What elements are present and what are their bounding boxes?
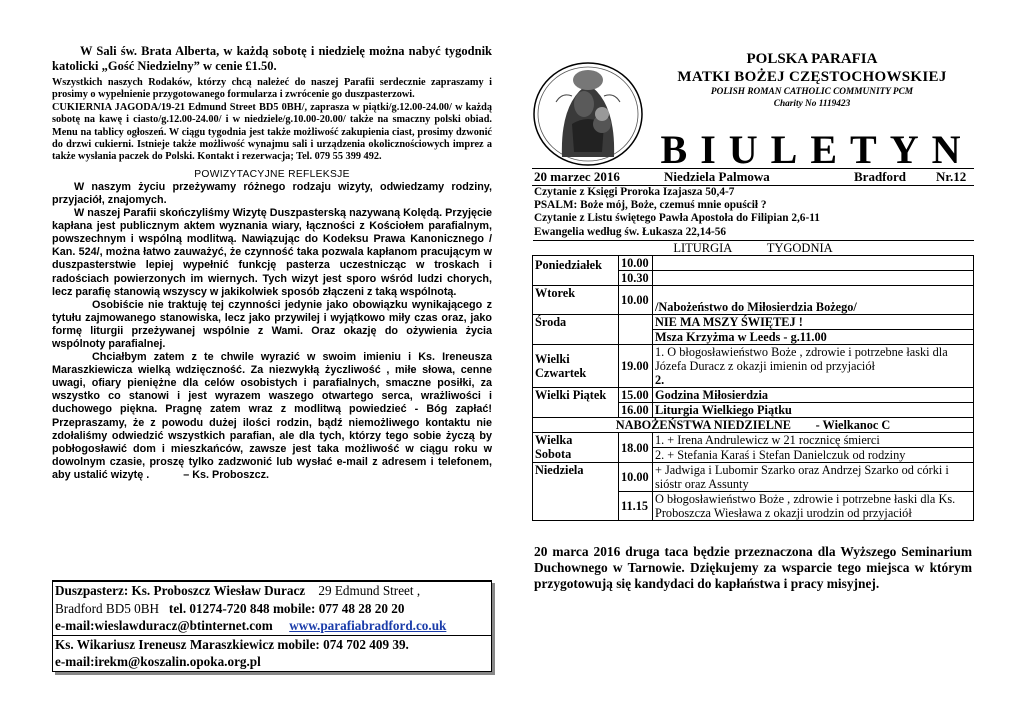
saturday-intention-1: 1. + Irena Andrulewicz w 21 rocznicę śmierci	[653, 433, 974, 448]
time-sunday-2: 11.15	[619, 492, 653, 521]
table-row	[533, 256, 974, 271]
reading-2: Czytanie z Listu świętego Pawła Apostoła do Filipian 2,6-11	[534, 212, 820, 225]
time-tuesday: 10.00	[619, 286, 653, 315]
parish-city: Bradford BD5 0BH	[55, 600, 160, 616]
sunday-services-heading: NABOŻEŃSTWA NIEDZIELNE	[615, 418, 791, 432]
left-column	[52, 44, 492, 482]
time-monday-1: 10.00	[619, 256, 653, 271]
day-tuesday: Wtorek	[533, 286, 619, 315]
parish-name-line-2: MATKI BOŻEJ CZĘSTOCHOWSKIEJ	[677, 69, 947, 85]
sunday-intention-1: + Jadwiga i Lubomir Szarko oraz Andrzej Szarko od córki i sióstr oraz Assunty	[653, 463, 974, 492]
pastor-phones: tel. 01274-720 848 mobile: 077 48 28 20 20	[168, 600, 405, 616]
right-column	[532, 44, 974, 684]
parish-street: 29 Edmund Street ,	[318, 583, 421, 598]
contact-box	[52, 580, 492, 672]
vicar-line: Ks. Wikariusz Ireneusz Maraszkiewicz mobile: 074 702 409 39.	[53, 635, 491, 654]
liturgy-heading: LITURGIA	[673, 241, 733, 255]
readings-list	[534, 186, 974, 239]
holy-thursday-word-2: Czwartek	[535, 366, 587, 380]
thursday-intention-1: 1. O błogosławieństwo Boże , zdrowie i potrzebne łaski dla Józefa Duracz z okazji imienin od przyjaciół	[655, 345, 948, 373]
tuesday-intention: /Nabożeństwo do Miłosierdzia Bożego/	[653, 286, 974, 315]
thursday-intentions	[653, 345, 974, 388]
liturgy-heading-row	[533, 241, 974, 256]
easter-heading: - Wielkanoc C	[815, 418, 891, 432]
cukiernia-notice: CUKIERNIA JAGODA/19-21 Edmund Street BD5 0BH/, zaprasza w piątki/g.12.00-24.00/ w każdą sobotę na kawę i ciasto/g.12.00-24.00/ i w niedziele/g.10.00-20.00/ także na smaczny polski obiad. Menu na tablicy ogłoszeń. W ciągu tygodnia jest także możliwość zakupienia ciast, prosimy dzwonić do drzwi cukierni. Istnieje także możliwość wynajmu sali i urządzenia okolicznościowych imprez a także wysłania paczek do Polski. Kontakt i rezerwacja; Tel. 079 55 399 492.	[52, 101, 492, 163]
thursday-intention-2: 2.	[655, 373, 665, 387]
date-bar	[532, 168, 974, 186]
charity-number: Charity No 1119423	[773, 99, 851, 109]
address-phone-line	[53, 600, 491, 618]
reading-psalm: PSALM: Boże mój, Boże, czemuś mnie opuścił ?	[534, 199, 767, 212]
time-sunday-1: 10.00	[619, 463, 653, 492]
time-saturday: 18.00	[619, 433, 653, 463]
holy-saturday-word-1: Wielka	[535, 433, 573, 447]
liturgical-day: Niedziela Palmowa	[664, 169, 770, 184]
reading-gospel: Ewangelia według św. Łukasza 22,14-56	[534, 225, 727, 238]
liturgy-table	[532, 240, 974, 521]
bulletin-title: BIULETYN	[660, 127, 974, 172]
parish-name-line-1: POLSKA PARAFIA	[746, 51, 878, 67]
reflections-paragraph-4-text: Chciałbym zatem z te chwile wyrazić w swoim imieniu i Ks. Ireneusza Maraszkiewicza wielką wdzięczność. Za niezwykłą życzliwość , miłe słowa, cenne uwagi, ofiary pieniężne dla celów osobistych i parafialnych, smaczne posiłki, za wszystko co stanowi i jest wyrazem waszego otwartego serca, wrażliwości i duchowego piękna. Pragnę zatem wraz z modlitwą powiedzieć - Bóg zapłać! Przepraszamy, że z powodu dużej ilości rodzin, bądź niemożliwego kontaktu nie zdołaliśmy odwiedzić wszystkich parafian, ale dla tych, którzy tego sobie życzą by pobłogosławić dom i mieszkańców, zawsze jest taka możliwość w ciągu roku w dowolnym czasie, proszę tylko zadzwonić lub wysłać e-mail z adresem i telefonem, aby ustalić wizytę .	[52, 351, 492, 481]
time-friday-2: 16.00	[619, 403, 653, 418]
holy-thursday-word-1: Wielki	[535, 352, 570, 366]
day-sunday: Niedziela	[533, 463, 619, 521]
day-holy-thursday	[533, 345, 619, 388]
gosc-niedzielny-notice: W Sali św. Brata Alberta, w każdą sobotę i niedzielę można nabyć tygodnik katolicki „Gość Niedzielny” w cenie £1.50.	[52, 44, 492, 73]
sunday-intention-2: O błogosławieństwo Boże , zdrowie i potrzebne łaski dla Ks. Proboszcza Wiesława z okazji urodzin od przyjaciół	[653, 492, 974, 521]
bulletin-date: 20 marzec 2016	[534, 169, 620, 184]
week-heading: TYGODNIA	[766, 241, 833, 255]
reflections-paragraph-1: W naszym życiu przeżywamy różnego rodzaju wizyty, odwiedzamy rodziny, przyjaciół, znajomych.	[52, 180, 492, 206]
reflections-signature: – Ks. Proboszcz.	[183, 468, 270, 481]
collection-note: 20 marca 2016 druga taca będzie przeznaczona dla Wyższego Seminarium Duchownego w Tarnowie. Dziękujemy za wsparcie tego miejsca w którym przygotowują się kandydaci do kapłaństwa i pracy misyjnej.	[534, 544, 972, 592]
wednesday-note: NIE MA MSZY ŚWIĘTEJ !	[653, 315, 974, 330]
bulletin-number: Nr.12	[936, 169, 967, 184]
sunday-heading-row	[533, 418, 974, 433]
pastor-name: Duszpasterz: Ks. Proboszcz Wiesław Duracz	[55, 583, 306, 598]
day-monday: Poniedziałek	[533, 256, 619, 286]
table-row	[533, 388, 974, 403]
good-friday-liturgy: Liturgia Wielkiego Piątku	[653, 403, 974, 418]
day-wednesday: Środa	[533, 315, 619, 345]
table-row	[533, 345, 974, 388]
table-row	[533, 315, 974, 330]
bulletin-city: Bradford	[854, 169, 906, 184]
divine-mercy-hour: Godzina Miłosierdzia	[653, 388, 974, 403]
registration-notice: Wszystkich naszych Rodaków, którzy chcą należeć do naszej Parafii serdecznie zapraszamy i prosimy o wypełnienie przygotowanego formularza i zwrócenie go duszpasterzowi.	[52, 77, 492, 101]
holy-saturday-word-2: Sobota	[535, 447, 572, 461]
table-row	[533, 463, 974, 492]
pastor-email[interactable]: e-mail:wieslawduracz@btinternet.com	[55, 618, 273, 633]
chrism-mass: Msza Krzyżma w Leeds - g.11.00	[653, 330, 974, 345]
parish-name-english: POLISH ROMAN CATHOLIC COMMUNITY PCM	[710, 87, 914, 97]
time-monday-2: 10.30	[619, 271, 653, 286]
vicar-email[interactable]: e-mail:irekm@koszalin.opoka.org.pl	[55, 654, 261, 669]
madonna-icon	[532, 62, 644, 167]
pastor-line	[53, 582, 491, 600]
reflections-heading: POWIZYTACYJNE REFLEKSJE	[194, 168, 350, 180]
saturday-intention-2: 2. + Stefania Karaś i Stefan Danielczuk od rodziny	[653, 448, 974, 463]
parish-website-link[interactable]: www.parafiabradford.co.uk	[289, 618, 447, 633]
reading-1: Czytanie z Księgi Proroka Izajasza 50,4-7	[534, 186, 735, 198]
time-friday-1: 15.00	[619, 388, 653, 403]
reflections-paragraph-2: W naszej Parafii skończyliśmy Wizytę Duszpasterską nazywaną Kolędą. Przyjęcie kapłana jest publicznym aktem wyznania wiary, łączności z Kościołem parafialnym, powszechnym i wspólną modlitwą. Nawiązując do Kodeksu Prawa Kanonicznego / Kan. 524/, można łatwo zauważyć, że czynność taka pozwala kapłanom pracującym w duszpasterstwie lepiej wypełnić funkcję pasterza uczestnicząc w troskach i radościach powierzonych im wiernych. Tych wizyt jest sporo wśród ludzi chorych, lecz parafię stanowią wszyscy w jakikolwiek sposób złączeni z taką wspólnotą.	[52, 207, 492, 298]
reflections-paragraph-3: Osobiście nie traktuję tej czynności jedynie jako obowiązku wynikającego z tytułu zajmowanego stanowiska, lecz jako przywilej i wyjątkowo miły czas oraz, jako formę liturgii przeżywanej wspólnie z Wami. Oraz okazję do ożywienia życia wspólnoty parafialnej.	[52, 298, 492, 350]
time-thursday: 19.00	[619, 345, 653, 388]
email-web-line	[53, 617, 491, 635]
day-holy-saturday	[533, 433, 619, 463]
reflections-paragraph-4	[52, 351, 492, 482]
table-row	[533, 433, 974, 448]
table-row	[533, 286, 974, 315]
day-good-friday: Wielki Piątek	[533, 388, 619, 418]
